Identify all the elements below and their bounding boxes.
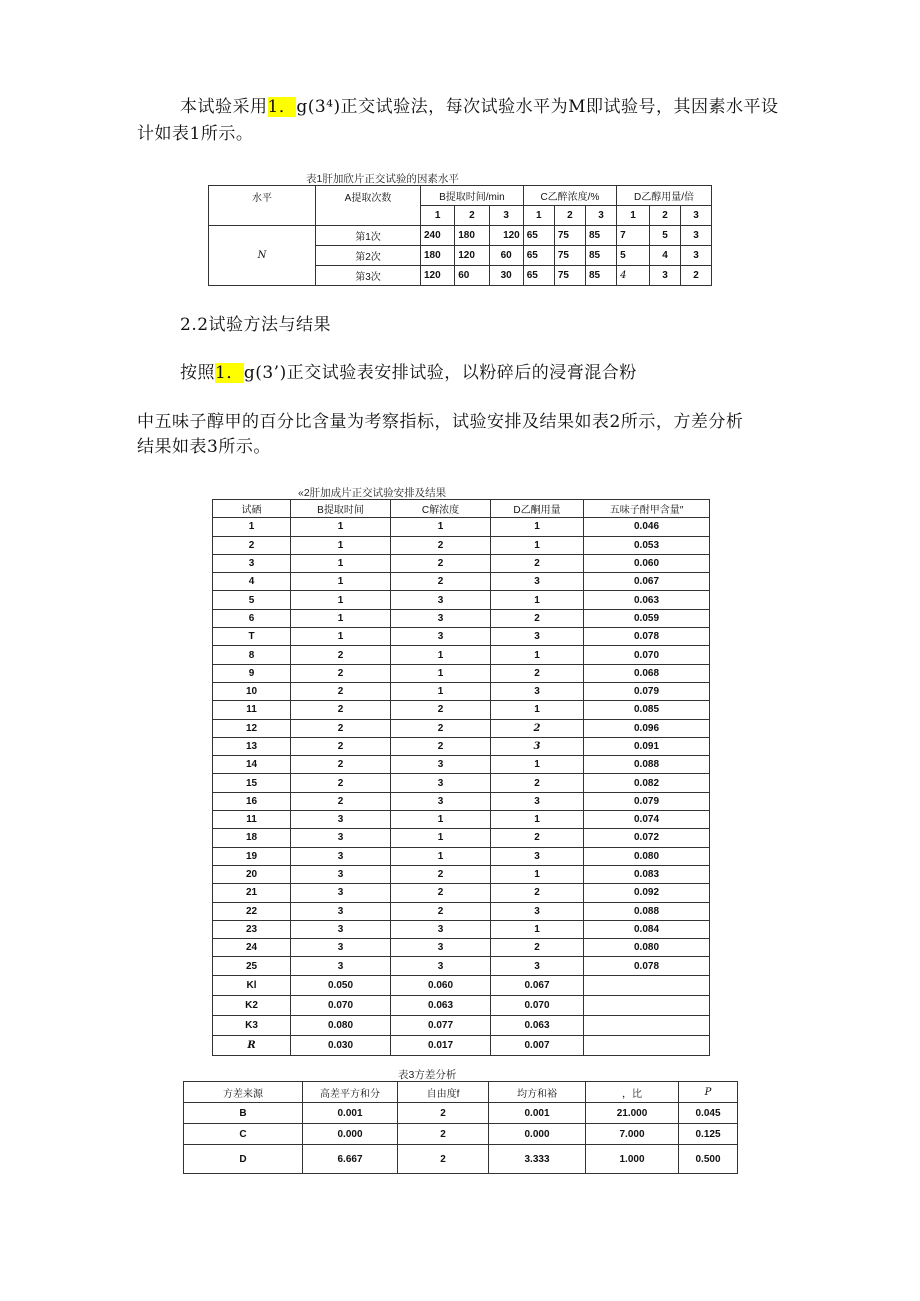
table2-cell: 3 [291, 920, 391, 938]
table2-cell: 1 [391, 829, 491, 847]
factor-level-table [208, 185, 712, 286]
table2-cell: 1 [291, 628, 391, 646]
table2-cell: K3 [213, 1015, 291, 1035]
table2-cell: 0.088 [584, 902, 710, 920]
table2-cell: 1 [391, 682, 491, 700]
table2-cell: 16 [213, 792, 291, 810]
table3-cell: 0.500 [679, 1145, 738, 1174]
table2-cell: T [213, 628, 291, 646]
table3-cell: 2 [398, 1103, 489, 1124]
table2-cell: 2 [291, 719, 391, 737]
table-row [213, 792, 710, 810]
table1-cell: 第2次 [316, 246, 421, 266]
table1-level-label: N [209, 226, 316, 286]
table2-cell: 3 [491, 902, 584, 920]
table2-cell: 0.080 [584, 847, 710, 865]
table2-cell [584, 995, 710, 1015]
table1-cell: 85 [585, 246, 616, 266]
table2-cell: 2 [291, 792, 391, 810]
table2-caption: «2肝加成片正交试验安排及结果 [298, 487, 447, 499]
table2-cell: 3 [491, 628, 584, 646]
intro-paragraph: 本试验采用1．g(3⁴)正交试验法，每次试验水平为M即试验号，其因素水平设 [180, 97, 779, 117]
table2-cell: 0.063 [584, 591, 710, 609]
table2-cell: 2 [291, 682, 391, 700]
table1-cell: 第1次 [316, 226, 421, 246]
table2-cell: 21 [213, 884, 291, 902]
table2-cell: 11 [213, 811, 291, 829]
table1-sublevel: 3 [680, 206, 711, 226]
table2-cell: 3 [391, 628, 491, 646]
table2-cell: 2 [391, 884, 491, 902]
table2-cell: 2 [291, 701, 391, 719]
table3-cell: 3.333 [489, 1145, 586, 1174]
table2-cell: 2 [291, 646, 391, 664]
table2-cell: 2 [391, 865, 491, 883]
table2-cell: 0.053 [584, 536, 710, 554]
table1-header: B提取时间/min [421, 186, 524, 206]
table1-cell: 3 [680, 226, 711, 246]
table3-cell: 21.000 [586, 1103, 679, 1124]
table2-cell: 1 [291, 554, 391, 572]
table-row [184, 1124, 738, 1145]
table2-cell: 0.079 [584, 682, 710, 700]
table2-cell: 3 [391, 774, 491, 792]
table2-cell: 3 [291, 939, 391, 957]
table2-cell: 0.085 [584, 701, 710, 719]
table2-cell: 3 [213, 554, 291, 572]
table-row [213, 628, 710, 646]
table1-cell: 75 [554, 246, 585, 266]
table3-header: 均方和裕 [489, 1082, 586, 1103]
table2-cell: 1 [391, 664, 491, 682]
table2-cell: Kl [213, 975, 291, 995]
table1-sublevel: 1 [617, 206, 650, 226]
section-heading: 2.2试验方法与结果 [180, 315, 332, 335]
table2-cell: 1 [491, 646, 584, 664]
table2-cell: 14 [213, 756, 291, 774]
table1-cell: 4 [650, 246, 681, 266]
table2-cell: 2 [491, 664, 584, 682]
table2-cell: 0.007 [491, 1035, 584, 1055]
table2-cell: 2 [491, 939, 584, 957]
table2-cell: 0.084 [584, 920, 710, 938]
table2-cell: 0.060 [584, 554, 710, 572]
table-row [213, 939, 710, 957]
table2-cell: 3 [491, 682, 584, 700]
table-row [213, 829, 710, 847]
table-row [213, 774, 710, 792]
table1-cell: 60 [455, 266, 489, 286]
table3-cell: 2 [398, 1124, 489, 1145]
table2-cell: 3 [491, 737, 584, 755]
table2-cell: 1 [491, 701, 584, 719]
table2-cell: 10 [213, 682, 291, 700]
table2-cell: 3 [391, 939, 491, 957]
summary-row [213, 1035, 710, 1055]
table2-cell: 3 [291, 829, 391, 847]
table1-cell: 30 [489, 266, 523, 286]
table-row [213, 865, 710, 883]
table-row [213, 957, 710, 975]
table2-cell: 0.096 [584, 719, 710, 737]
highlighted-text: 1． [215, 363, 244, 383]
table2-cell: 1 [491, 756, 584, 774]
table-row [213, 554, 710, 572]
table-row [213, 737, 710, 755]
table3-cell: 0.001 [303, 1103, 398, 1124]
table-row [213, 682, 710, 700]
table-row [213, 573, 710, 591]
table2-cell: 1 [291, 518, 391, 536]
table2-cell: 0.059 [584, 609, 710, 627]
table1-cell: 120 [489, 226, 523, 246]
table2-cell: 6 [213, 609, 291, 627]
table2-cell: 3 [491, 573, 584, 591]
table2-cell: 3 [391, 756, 491, 774]
table2-header: C解浓度 [391, 500, 491, 518]
result-paragraph: 中五味子醇甲的百分比含量为考察指标，试验安排及结果如表2所示，方差分析 [137, 412, 744, 432]
table3-header: 高差平方和分 [303, 1082, 398, 1103]
table2-cell: 3 [391, 957, 491, 975]
table-row [213, 902, 710, 920]
table2-cell: 0.063 [491, 1015, 584, 1035]
table3-cell: D [184, 1145, 303, 1174]
table1-header: A提取次数 [316, 186, 421, 226]
table-row [213, 847, 710, 865]
table2-cell [584, 1015, 710, 1035]
table2-cell: 0.091 [584, 737, 710, 755]
table2-cell: 2 [391, 554, 491, 572]
table2-cell: 0.080 [291, 1015, 391, 1035]
table2-cell: 0.070 [584, 646, 710, 664]
table2-cell: 0.030 [291, 1035, 391, 1055]
table-row [213, 811, 710, 829]
table2-cell: 9 [213, 664, 291, 682]
table2-cell: 3 [391, 609, 491, 627]
table1-cell: 5 [650, 226, 681, 246]
table1-header: 水平 [209, 186, 316, 226]
table2-cell: 2 [391, 902, 491, 920]
table2-cell: 2 [391, 719, 491, 737]
table3-cell: 1.000 [586, 1145, 679, 1174]
table1-sublevel: 2 [554, 206, 585, 226]
table-row [213, 664, 710, 682]
table1-header: D乙醇用量/倍 [617, 186, 712, 206]
table3-cell: 7.000 [586, 1124, 679, 1145]
table2-header: 试硒 [213, 500, 291, 518]
table-row [213, 591, 710, 609]
table-row [184, 1145, 738, 1174]
table2-cell: 3 [291, 884, 391, 902]
table2-cell: 0.067 [491, 975, 584, 995]
table-row [213, 884, 710, 902]
table1-cell: 75 [554, 226, 585, 246]
table2-cell: 1 [491, 865, 584, 883]
table3-cell: B [184, 1103, 303, 1124]
table1-cell: 120 [455, 246, 489, 266]
table2-cell: 3 [291, 847, 391, 865]
table2-cell: 1 [291, 609, 391, 627]
table2-cell: 3 [291, 902, 391, 920]
table2-cell: 0.078 [584, 628, 710, 646]
table1-sublevel: 3 [489, 206, 523, 226]
table2-cell: 0.083 [584, 865, 710, 883]
table3-cell: 0.000 [303, 1124, 398, 1145]
table3-header: 自由度f [398, 1082, 489, 1103]
table2-cell [584, 975, 710, 995]
result-paragraph-line2: 结果如表3所示。 [137, 437, 271, 457]
table2-cell: 2 [291, 774, 391, 792]
table1-sublevel: 1 [523, 206, 554, 226]
table2-cell: 8 [213, 646, 291, 664]
table2-cell: 0.017 [391, 1035, 491, 1055]
table1-sublevel: 1 [421, 206, 455, 226]
table2-cell: 2 [291, 756, 391, 774]
table2-cell: 1 [491, 591, 584, 609]
table2-cell [584, 1035, 710, 1055]
table2-cell: 3 [291, 957, 391, 975]
table2-cell: 2 [391, 701, 491, 719]
table2-cell: 0.092 [584, 884, 710, 902]
table-row [213, 518, 710, 536]
table2-cell: 2 [291, 737, 391, 755]
table2-cell: 3 [491, 792, 584, 810]
table2-cell: 19 [213, 847, 291, 865]
intro-paragraph-line2: 计如表1所示。 [137, 124, 254, 144]
table2-cell: 1 [491, 811, 584, 829]
table3-cell: C [184, 1124, 303, 1145]
table2-cell: 23 [213, 920, 291, 938]
table2-cell: 13 [213, 737, 291, 755]
table2-cell: 1 [491, 536, 584, 554]
table2-cell: 24 [213, 939, 291, 957]
table-row [213, 719, 710, 737]
table2-cell: 0.072 [584, 829, 710, 847]
table1-cell: 60 [489, 246, 523, 266]
table2-cell: 2 [291, 664, 391, 682]
table1-cell: 2 [680, 266, 711, 286]
table-row [184, 1103, 738, 1124]
table2-cell: 1 [391, 811, 491, 829]
table1-cell: 180 [421, 246, 455, 266]
table2-header: 五味子酎甲含量″ [584, 500, 710, 518]
table1-sublevel: 2 [455, 206, 489, 226]
table2-cell: 3 [491, 847, 584, 865]
table-row [213, 609, 710, 627]
table2-cell: 1 [391, 646, 491, 664]
table2-cell: 0.068 [584, 664, 710, 682]
table2-cell: 2 [491, 609, 584, 627]
table2-cell: 0.070 [291, 995, 391, 1015]
table3-cell: 2 [398, 1145, 489, 1174]
table2-cell: 2 [491, 554, 584, 572]
table1-cell: 85 [585, 226, 616, 246]
table3-caption: 表3方差分析 [398, 1069, 457, 1081]
table2-cell: 1 [213, 518, 291, 536]
table1-cell: 120 [421, 266, 455, 286]
table2-cell: 1 [391, 518, 491, 536]
table1-cell: 240 [421, 226, 455, 246]
table3-cell: 0.000 [489, 1124, 586, 1145]
table1-cell: 75 [554, 266, 585, 286]
table2-cell: 0.070 [491, 995, 584, 1015]
table2-cell: 3 [291, 811, 391, 829]
table2-cell: 3 [391, 792, 491, 810]
table2-cell: 18 [213, 829, 291, 847]
table1-sublevel: 3 [585, 206, 616, 226]
table3-header: ，比 [586, 1082, 679, 1103]
table3-cell: 0.045 [679, 1103, 738, 1124]
table2-header: B提取时间 [291, 500, 391, 518]
table2-cell: 11 [213, 701, 291, 719]
table1-cell: 3 [650, 266, 681, 286]
summary-row [213, 1015, 710, 1035]
table2-cell: 0.079 [584, 792, 710, 810]
table2-cell: 20 [213, 865, 291, 883]
table2-cell: 0.080 [584, 939, 710, 957]
highlighted-text: 1． [267, 97, 297, 117]
table2-cell: 0.046 [584, 518, 710, 536]
summary-row [213, 975, 710, 995]
table2-cell: 5 [213, 591, 291, 609]
table2-cell: 2 [491, 884, 584, 902]
table1-cell: 3 [680, 246, 711, 266]
table3-cell: 0.125 [679, 1124, 738, 1145]
table1-cell: 65 [523, 266, 554, 286]
table2-cell: 0.067 [584, 573, 710, 591]
table1-caption: 表1肝加欣片正交试验的因素水平 [306, 173, 459, 185]
table1-cell: 65 [523, 226, 554, 246]
table1-header: C乙醉浓度/% [523, 186, 616, 206]
table2-cell: 12 [213, 719, 291, 737]
table2-cell: 0.063 [391, 995, 491, 1015]
table-row [213, 920, 710, 938]
table2-cell: 2 [491, 719, 584, 737]
orthogonal-results-table [212, 499, 710, 1056]
table1-cell: 7 [617, 226, 650, 246]
table2-cell: 25 [213, 957, 291, 975]
table2-cell: R [213, 1035, 291, 1055]
method-paragraph: 按照1．g(3’)正交试验表安排试验，以粉碎后的浸膏混合粉 [180, 363, 637, 383]
table2-cell: 0.082 [584, 774, 710, 792]
table2-cell: 0.074 [584, 811, 710, 829]
table2-cell: 1 [291, 573, 391, 591]
table2-cell: 3 [491, 957, 584, 975]
table2-cell: 2 [213, 536, 291, 554]
variance-analysis-table [183, 1081, 738, 1174]
table1-cell: 65 [523, 246, 554, 266]
table2-cell: 2 [391, 737, 491, 755]
table1-cell: 5 [617, 246, 650, 266]
table2-cell: 15 [213, 774, 291, 792]
table2-cell: 0.077 [391, 1015, 491, 1035]
table2-cell: 1 [391, 847, 491, 865]
table2-cell: 2 [391, 536, 491, 554]
table1-sublevel: 2 [650, 206, 681, 226]
table3-header: 方差来源 [184, 1082, 303, 1103]
table2-cell: 2 [391, 573, 491, 591]
table2-cell: 0.078 [584, 957, 710, 975]
table2-cell: 1 [491, 518, 584, 536]
table-row [213, 536, 710, 554]
table2-cell: 1 [491, 920, 584, 938]
table2-cell: 4 [213, 573, 291, 591]
table-row [213, 701, 710, 719]
table2-cell: 2 [491, 829, 584, 847]
table1-cell: 85 [585, 266, 616, 286]
table2-cell: 22 [213, 902, 291, 920]
table3-header: P [679, 1082, 738, 1103]
table2-cell: 2 [491, 774, 584, 792]
table2-cell: K2 [213, 995, 291, 1015]
summary-row [213, 995, 710, 1015]
table1-cell: 4 [617, 266, 650, 286]
table2-header: D乙酮用量 [491, 500, 584, 518]
table2-cell: 3 [291, 865, 391, 883]
table-row [213, 756, 710, 774]
table3-cell: 6.667 [303, 1145, 398, 1174]
table3-cell: 0.001 [489, 1103, 586, 1124]
table1-cell: 第3次 [316, 266, 421, 286]
table2-cell: 3 [391, 920, 491, 938]
table-row [213, 646, 710, 664]
table2-cell: 1 [291, 591, 391, 609]
table2-cell: 3 [391, 591, 491, 609]
table2-cell: 0.050 [291, 975, 391, 995]
table2-cell: 0.088 [584, 756, 710, 774]
table2-cell: 0.060 [391, 975, 491, 995]
table1-cell: 180 [455, 226, 489, 246]
table2-cell: 1 [291, 536, 391, 554]
